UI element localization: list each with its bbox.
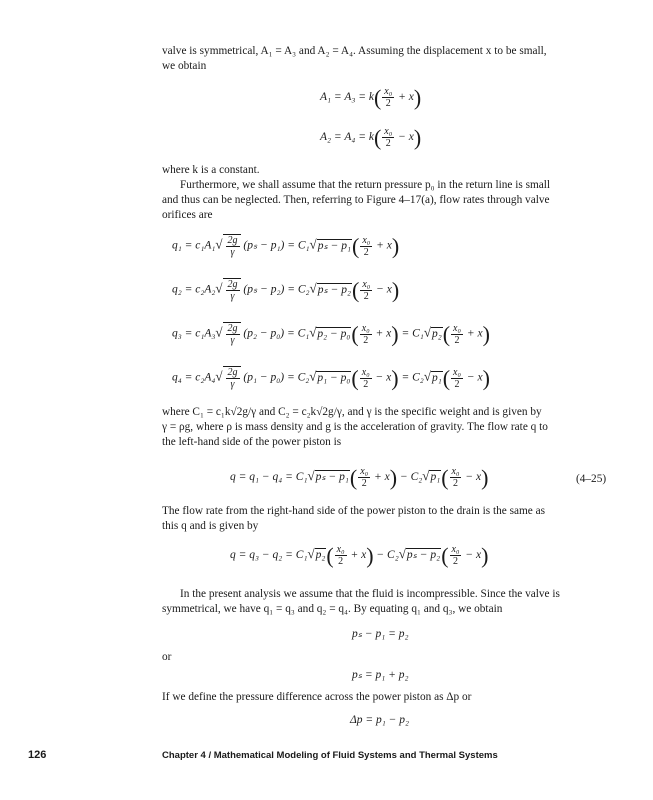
eq-tail: − x (398, 131, 414, 144)
frac-num: x₀ (453, 322, 461, 334)
sqrt-sign: √ (309, 236, 317, 252)
fraction (360, 279, 372, 302)
frac-num: 2g (227, 235, 238, 246)
equation-q3 (172, 322, 490, 346)
eq-mid: (p₂ − p₀) = C₁ (243, 327, 310, 340)
text-line: where k is a constant. (162, 164, 260, 176)
eq-mid-2: = C₂ (401, 371, 424, 384)
fraction (382, 126, 394, 149)
right-paren: ) (413, 125, 422, 150)
frac-den: 2 (452, 556, 458, 567)
sqrt-sign: √ (423, 368, 431, 384)
paragraph-right-side-flow (162, 504, 612, 534)
page-number: 126 (28, 749, 47, 761)
right-paren: ) (389, 465, 398, 490)
fraction (360, 235, 372, 258)
frac-num: 2g (227, 279, 238, 290)
eq-mid-2: − C₂ (399, 471, 423, 484)
frac-num: x₀ (362, 278, 371, 290)
text-line: where C₁ = c₁k√2g/γ and C₂ = c₂k√2g/γ, and γ is the specific weight and is given by (162, 406, 542, 418)
fraction (450, 466, 462, 489)
left-paren: ( (373, 125, 382, 150)
equation-number: (4–25) (576, 473, 607, 485)
sqrt-sign: √ (309, 368, 317, 384)
right-paren: ) (413, 85, 422, 110)
text-line: orifices are (162, 209, 213, 221)
paragraph-valve-symmetry (162, 44, 612, 74)
fraction (226, 367, 240, 390)
eq-lhs: q₂ = c₂A₂ (172, 283, 216, 296)
equation-delta-p: Δp = p₁ − p₂ (350, 714, 410, 726)
frac-den: 2 (454, 378, 460, 390)
fraction (335, 544, 347, 567)
eq-mid-2: − C₂ (376, 549, 399, 562)
equation-q-right (230, 544, 488, 567)
right-paren: ) (391, 365, 399, 391)
frac-den: 2 (363, 334, 369, 346)
left-paren: ( (352, 233, 360, 259)
left-paren: ( (351, 321, 359, 347)
frac-den: 2 (385, 98, 391, 109)
right-paren: ) (481, 543, 489, 568)
fraction (360, 367, 372, 390)
frac-num: x₀ (360, 466, 369, 477)
left-paren: ( (442, 321, 451, 347)
paragraph-incompressible (162, 587, 612, 617)
eq-mid-2: = C₁ (401, 327, 424, 340)
right-paren: ) (482, 321, 490, 347)
left-paren: ( (352, 277, 360, 303)
eq-lhs: q₃ = c₁A₃ (172, 327, 216, 340)
left-paren: ( (349, 465, 358, 490)
sqrt-body: p₂ − p₀ (317, 327, 351, 340)
right-paren: ) (391, 321, 399, 347)
sqrt-sign: √ (307, 468, 315, 484)
frac-den: γ (230, 335, 235, 346)
sqrt-body: pₛ − p₂ (317, 283, 351, 296)
equation-ps-minus-p1: pₛ − p₁ = p₂ (352, 628, 409, 640)
text-line: this q and is given by (162, 520, 259, 532)
eq-tail: + x (375, 327, 392, 340)
sqrt-body: pₛ − p₁ (317, 239, 351, 252)
fraction (451, 323, 463, 346)
frac-num: x₀ (384, 126, 393, 137)
eq-lhs: A₂ = A₄ = k (320, 131, 374, 144)
paragraph-or (162, 650, 612, 665)
fraction (226, 279, 240, 302)
text-line: If we define the pressure difference across the power piston as Δp or (162, 691, 472, 703)
sqrt-sign: √ (309, 324, 317, 340)
equation-q4 (172, 366, 490, 390)
eq-lhs: q₄ = c₂A₄ (172, 371, 216, 384)
sqrt-sign: √ (309, 280, 317, 296)
fraction (358, 466, 370, 489)
left-paren: ( (442, 365, 451, 391)
sqrt-body: pₛ − p₁ (315, 471, 349, 484)
sqrt-body (223, 366, 241, 390)
frac-den: γ (230, 247, 235, 258)
eq-tail: + x (374, 471, 390, 484)
equation-q1 (172, 234, 399, 258)
sqrt-body (223, 322, 241, 346)
sqrt-sign: √ (215, 236, 223, 252)
eq-lhs: q = q₁ − q₄ = C₁ (230, 471, 308, 484)
eq-tail: + x (350, 549, 367, 562)
text-line: or (162, 651, 172, 663)
frac-num: x₀ (336, 544, 345, 555)
frac-den: 2 (361, 478, 367, 489)
frac-num: 2g (227, 367, 238, 378)
eq-mid: (p₁ − p₀) = C₂ (243, 371, 310, 384)
right-paren: ) (366, 543, 374, 568)
fraction (450, 544, 462, 567)
text-line: we obtain (162, 60, 207, 72)
sqrt-sign: √ (423, 324, 431, 340)
fraction (226, 235, 240, 258)
left-paren: ( (441, 543, 449, 568)
frac-den: 2 (452, 478, 458, 489)
frac-den: γ (230, 291, 235, 302)
text-line: In the present analysis we assume that the fluid is incompressible. Since the valve is (180, 588, 560, 600)
sqrt-body: p₂ (431, 327, 442, 340)
sqrt-sign: √ (215, 280, 223, 296)
eq-tail: + x (398, 91, 414, 104)
sqrt-sign: √ (398, 546, 406, 562)
left-paren: ( (326, 543, 334, 568)
frac-num: x₀ (362, 234, 371, 246)
right-paren: ) (391, 233, 400, 259)
frac-den: 2 (363, 246, 369, 258)
left-paren: ( (441, 465, 449, 490)
eq-tail: − x (376, 283, 392, 296)
frac-den: 2 (385, 138, 391, 149)
text-line: valve is symmetrical, A₁ = A₃ and A₂ = A₄. Assuming the displacement x to be small, (162, 45, 547, 57)
equation-a2-a4 (320, 126, 421, 149)
fraction (382, 86, 394, 109)
sqrt-sign: √ (215, 324, 223, 340)
sqrt-body: p₁ (430, 471, 441, 484)
text-line: γ = ρg, where ρ is mass density and g is the acceleration of gravity. The flow rate q to (162, 421, 548, 433)
left-paren: ( (351, 365, 359, 391)
frac-den: 2 (363, 378, 369, 390)
eq-mid: (pₛ − p₂) = C₂ (243, 283, 310, 296)
frac-den: γ (230, 379, 235, 390)
equation-q2 (172, 278, 399, 302)
frac-num: x₀ (361, 322, 370, 334)
sqrt-body: p₁ (431, 371, 442, 384)
eq-tail: − x (465, 471, 482, 484)
sqrt-body (223, 278, 241, 302)
frac-num: 2g (227, 323, 238, 334)
fraction (451, 367, 463, 390)
left-paren: ( (373, 85, 382, 110)
sqrt-sign: √ (307, 546, 315, 562)
frac-num: x₀ (361, 366, 370, 378)
sqrt-sign: √ (422, 468, 430, 484)
sqrt-sign: √ (215, 368, 223, 384)
fraction (360, 323, 372, 346)
equation-a1-a3 (320, 86, 421, 109)
frac-num: x₀ (384, 86, 393, 97)
sqrt-body: p₁ − p₀ (317, 371, 351, 384)
eq-lhs: q = q₃ − q₂ = C₁ (230, 549, 308, 562)
frac-num: x₀ (453, 366, 461, 378)
text-line: The flow rate from the right-hand side of the power piston to the drain is the same as (162, 505, 546, 517)
paragraph-pressure-difference (162, 690, 612, 705)
eq-tail: + x (466, 327, 483, 340)
eq-lhs: q₁ = c₁A₁ (172, 239, 216, 252)
eq-tail: − x (466, 371, 483, 384)
chapter-title: Chapter 4 / Mathematical Modeling of Fluid Systems and Thermal Systems (162, 750, 498, 761)
sqrt-body: pₛ − p₂ (406, 549, 441, 562)
sqrt-body: p₂ (315, 549, 326, 562)
frac-num: x₀ (451, 466, 460, 477)
right-paren: ) (391, 277, 400, 303)
paragraph-return-pressure (162, 178, 612, 223)
right-paren: ) (481, 465, 489, 490)
paragraph-constants-definition (162, 405, 612, 450)
text-line: the left-hand side of the power piston is (162, 436, 342, 448)
sqrt-body (223, 234, 241, 258)
frac-den: 2 (454, 334, 460, 346)
text-line: Furthermore, we shall assume that the return pressure p₀ in the return line is small (180, 179, 551, 191)
frac-num: x₀ (451, 544, 460, 555)
eq-tail: − x (375, 371, 392, 384)
eq-tail: − x (465, 549, 482, 562)
eq-tail: + x (376, 239, 392, 252)
eq-lhs: A₁ = A₃ = k (320, 91, 374, 104)
frac-den: 2 (363, 290, 369, 302)
text-line: symmetrical, we have q₁ = q₃ and q₂ = q₄. By equating q₁ and q₃, we obtain (162, 603, 503, 615)
frac-den: 2 (338, 556, 344, 567)
equation-q-left (230, 466, 488, 489)
right-paren: ) (482, 365, 490, 391)
text-line: and thus can be neglected. Then, referring to Figure 4–17(a), flow rates through valve (162, 194, 550, 206)
equation-ps: pₛ = p₁ + p₂ (352, 669, 409, 681)
fraction (226, 323, 240, 346)
eq-mid: (pₛ − p₁) = C₁ (243, 239, 310, 252)
paragraph-k-constant (162, 163, 612, 178)
